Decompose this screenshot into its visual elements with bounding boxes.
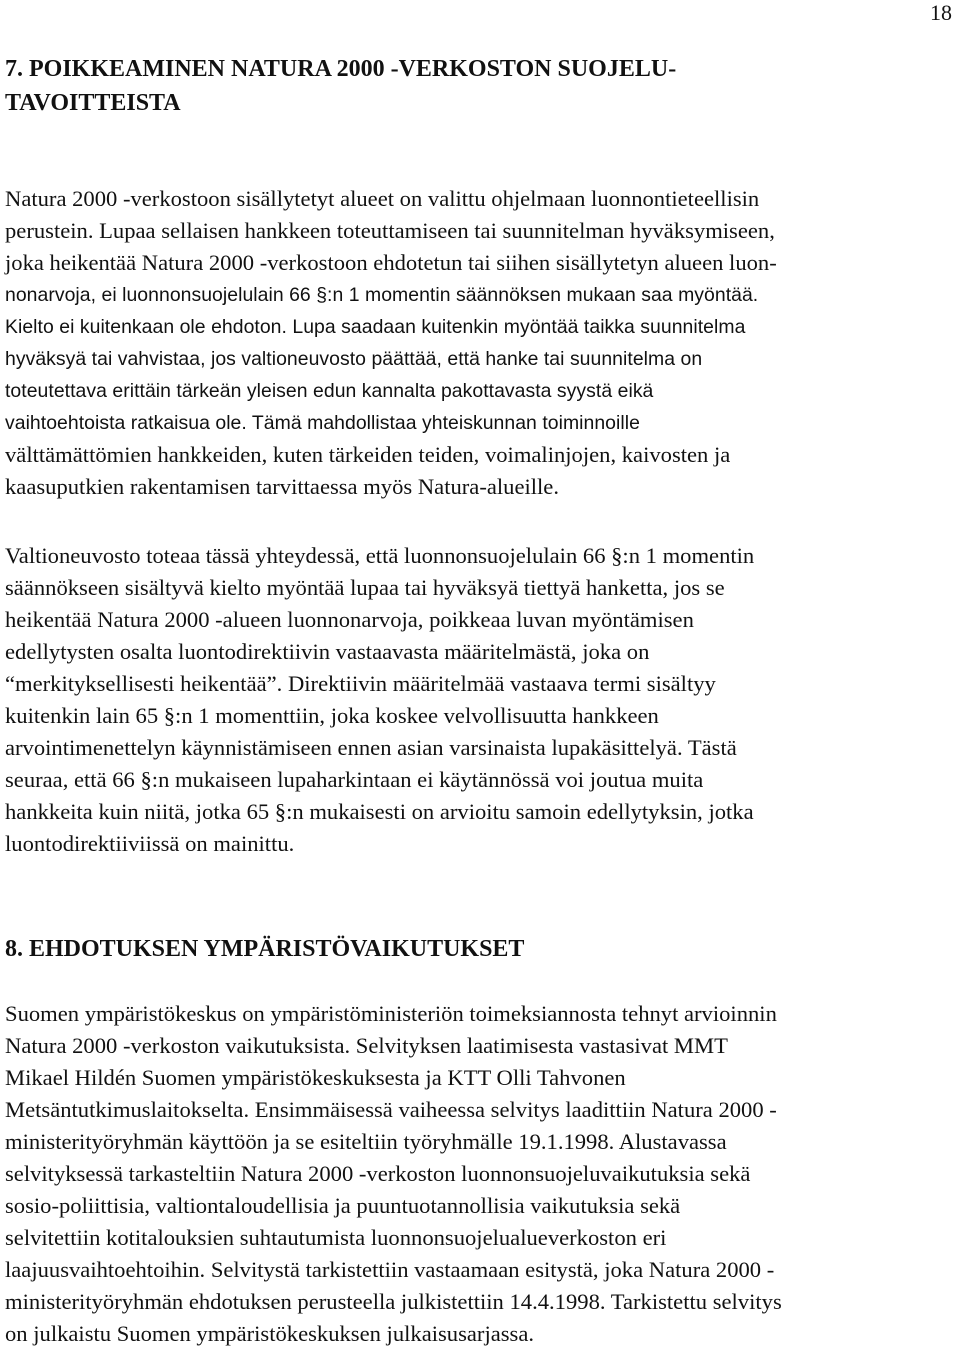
text-line: selvitettiin kotitalouksien suhtautumista luonnonsuojelualueverkoston eri (5, 1225, 667, 1250)
heading-line: TAVOITTEISTA (5, 90, 181, 116)
text-line: selvityksessä tarkasteltiin Natura 2000 -verkoston luonnonsuojeluvaikutuksia sekä (5, 1161, 751, 1186)
text-line: ministerityöryhmän käyttöön ja se esiteltiin työryhmälle 19.1.1998. Alustavassa (5, 1129, 727, 1154)
text-line: hyväksyä tai vahvistaa, jos valtioneuvosto päättää, että hanke tai suunnitelma on (5, 348, 703, 370)
text-line: Natura 2000 -verkoston vaikutuksista. Selvityksen laatimisesta vastasivat MMT (5, 1033, 728, 1058)
page-number: 18 (930, 0, 952, 25)
text-line: edellytysten osalta luontodirektiivin vastaavasta määritelmästä, joka on (5, 639, 650, 664)
text-line: Suomen ympäristökeskus on ympäristöministeriön toimeksiannosta tehnyt arvioinnin (5, 1001, 777, 1026)
text-line: kuitenkin lain 65 §:n 1 momenttiin, joka koskee velvollisuutta hankkeen (5, 703, 659, 728)
text-line: Mikael Hildén Suomen ympäristökeskuksesta ja KTT Olli Tahvonen (5, 1065, 626, 1090)
text-line: seuraa, että 66 §:n mukaiseen lupaharkintaan ei käytännössä voi joutua muita (5, 767, 704, 792)
section-7-paragraph-2 (5, 540, 953, 860)
text-line: vaihtoehtoista ratkaisua ole. Tämä mahdollistaa yhteiskunnan toiminnoille (5, 412, 640, 434)
text-line: perustein. Lupaa sellaisen hankkeen toteuttamiseen tai suunnitelman hyväksymiseen, (5, 218, 775, 243)
text-line: sosio-poliittisia, valtiontaloudellisia ja puuntuotannollisia vaikutuksia sekä (5, 1193, 681, 1218)
section-8-paragraph-1 (5, 998, 953, 1350)
section-7-paragraph-1 (5, 183, 953, 503)
text-line: Valtioneuvosto toteaa tässä yhteydessä, että luonnonsuojelulain 66 §:n 1 momentin (5, 543, 755, 568)
text-line: Kielto ei kuitenkaan ole ehdoton. Lupa saadaan kuitenkin myöntää taikka suunnitelma (5, 316, 746, 338)
text-line: nonarvoja, ei luonnonsuojelulain 66 §:n 1 momentin säännöksen mukaan saa myöntää. (5, 284, 759, 306)
section-7-heading (5, 52, 905, 120)
text-line: ministerityöryhmän ehdotuksen perusteella julkistettiin 14.4.1998. Tarkistettu selvitys (5, 1289, 782, 1314)
text-line: kaasuputkien rakentamisen tarvittaessa myös Natura-alueille. (5, 474, 559, 499)
text-line: toteutettava erittäin tärkeän yleisen edun kannalta pakottavasta syystä eikä (5, 380, 654, 402)
text-line: “merkityksellisesti heikentää”. Direktiivin määritelmää vastaava termi sisältyy (5, 671, 716, 696)
text-line: Metsäntutkimuslaitokselta. Ensimmäisessä vaiheessa selvitys laadittiin Natura 2000 - (5, 1097, 777, 1122)
text-line: Natura 2000 -verkostoon sisällytetyt alueet on valittu ohjelmaan luonnontieteellisin (5, 186, 760, 211)
section-8-heading: 8. EHDOTUKSEN YMPÄRISTÖVAIKUTUKSET (5, 936, 525, 962)
text-line: säännökseen sisältyvä kielto myöntää lupaa tai hyväksyä tiettyä hanketta, jos se (5, 575, 725, 600)
text-line: joka heikentää Natura 2000 -verkostoon ehdotetun tai siihen sisällytetyn alueen luon- (5, 250, 777, 275)
text-line: hankkeita kuin niitä, jotka 65 §:n mukaisesti on arvioitu samoin edellytyksin, jotka (5, 799, 754, 824)
text-line: luontodirektiiviissä on mainittu. (5, 831, 295, 856)
text-line: laajuusvaihtoehtoihin. Selvitystä tarkistettiin vastaamaan esitystä, joka Natura 2000 - (5, 1257, 775, 1282)
text-line: on julkaistu Suomen ympäristökeskuksen julkaisusarjassa. (5, 1321, 535, 1346)
text-line: heikentää Natura 2000 -alueen luonnonarvoja, poikkeaa luvan myöntämisen (5, 607, 694, 632)
heading-line: 7. POIKKEAMINEN NATURA 2000 -VERKOSTON SUOJELU- (5, 56, 677, 82)
text-line: välttämättömien hankkeiden, kuten tärkeiden teiden, voimalinjojen, kaivosten ja (5, 442, 731, 467)
text-line: arvointimenettelyn käynnistämiseen ennen asian varsinaista lupakäsittelyä. Tästä (5, 735, 737, 760)
